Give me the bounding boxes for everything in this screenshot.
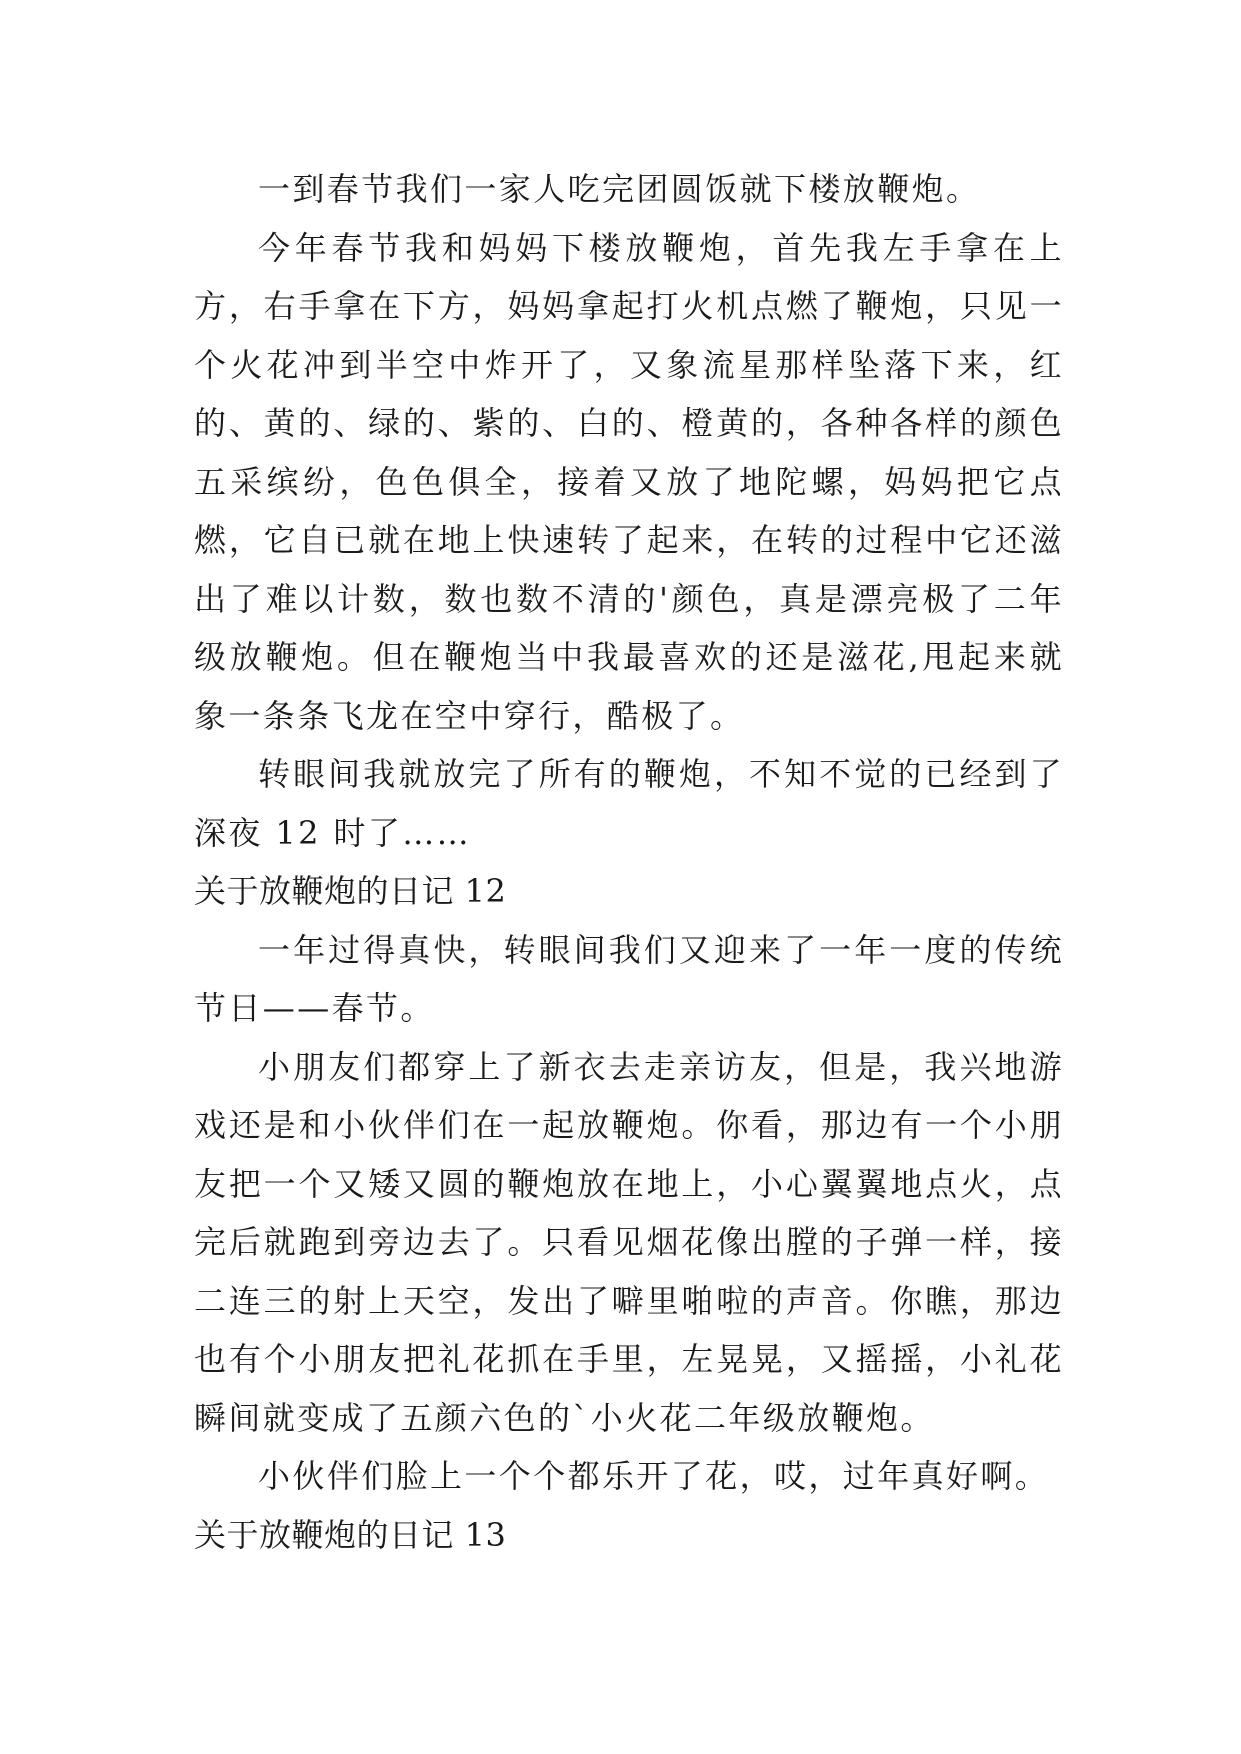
paragraph-1: 一到春节我们一家人吃完团圆饭就下楼放鞭炮。 [258,170,981,208]
diary-heading-13: 关于放鞭炮的日记 13 [194,1515,507,1554]
paragraph-5: 小朋友们都穿上了新衣去走亲访友，但是，我兴地游戏还是和小伙伴们在一起放鞭炮。你看，那边有一个小朋友把一个又矮又圆的鞭炮放在地上，小心翼翼地点火，点完后就跑到旁边去了。只看见烟花像出膛的子弹一样，接二连三的射上天空，发出了噼里啪啦的声音。你瞧，那边也有个小朋友把礼花抓在手里，左晃晃，又摇摇，小礼花瞬间就变成了五颜六色的`小火花二年级放鞭炮。 [194,1047,1064,1437]
paragraph-2: 今年春节我和妈妈下楼放鞭炮，首先我左手拿在上方，右手拿在下方，妈妈拿起打火机点燃了鞭炮，只见一个火花冲到半空中炸开了，又象流星那样坠落下来，红的、黄的、绿的、紫的、白的、橙黄的，各种各样的颜色五采缤纷，色色俱全，接着又放了地陀螺，妈妈把它点燃，它自已就在地上快速转了起来，在转的过程中它还滋出了难以计数，数也数不清的'颜色，真是漂亮极了二年级放鞭炮。但在鞭炮当中我最喜欢的还是滋花,甩起来就象一条条飞龙在空中穿行，酷极了。 [194,228,1064,735]
paragraph-4: 一年过得真快，转眼间我们又迎来了一年一度的传统节日——春节。 [194,930,1064,1027]
paragraph-3: 转眼间我就放完了所有的鞭炮，不知不觉的已经到了深夜 12 时了…… [194,755,1064,852]
document-page [194,160,1064,1564]
paragraph-6: 小伙伴们脸上一个个都乐开了花，哎，过年真好啊。 [258,1457,1050,1495]
diary-heading-12: 关于放鞭炮的日记 12 [194,872,507,910]
